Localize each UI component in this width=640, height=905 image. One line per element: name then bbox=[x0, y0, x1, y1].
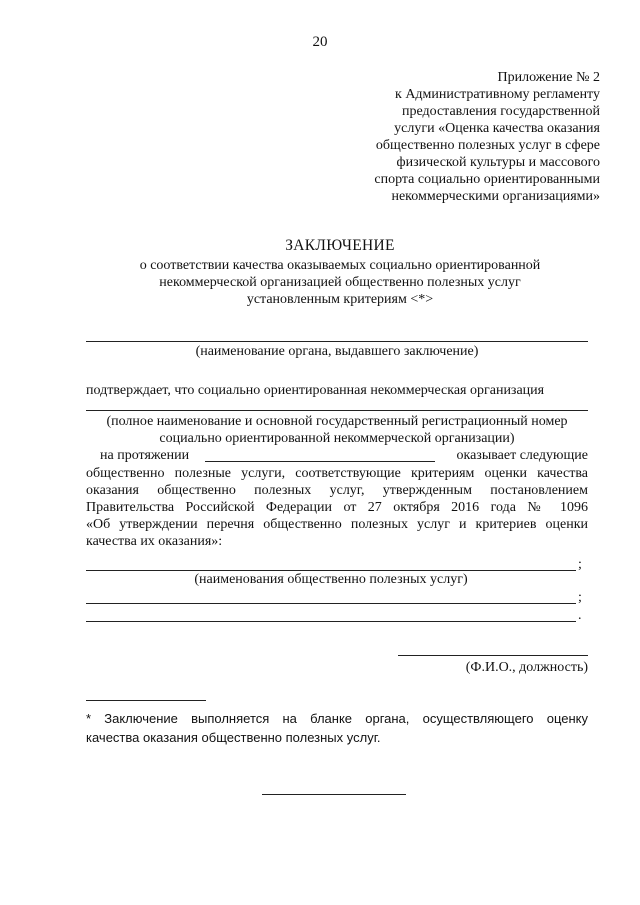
appendix-line: некоммерческими организациями» bbox=[391, 189, 600, 204]
period-line[interactable] bbox=[205, 461, 435, 462]
service-line-2[interactable] bbox=[86, 603, 576, 604]
appendix-line: Приложение № 2 bbox=[497, 70, 600, 85]
body-last-line: качества их оказания»: bbox=[86, 534, 223, 549]
nco-name-line[interactable] bbox=[86, 410, 588, 411]
conclusion-title: ЗАКЛЮЧЕНИЕ bbox=[285, 237, 395, 254]
body-line: общественно полезные услуги, соответствующие критериям оценки качества bbox=[86, 466, 588, 481]
body-line: Правительства Российской Федерации от 27 октября 2016 года № 1096 bbox=[86, 500, 588, 515]
organ-caption: (наименование органа, выдавшего заключение) bbox=[195, 344, 479, 359]
conclusion-subtitle-line: о соответствии качества оказываемых социально ориентированной bbox=[139, 258, 541, 273]
provides-text: оказывает следующие bbox=[456, 448, 588, 463]
service-line-3[interactable] bbox=[86, 621, 576, 622]
appendix-line: услуги «Оценка качества оказания bbox=[394, 121, 600, 136]
signature-line[interactable] bbox=[398, 655, 588, 656]
appendix-line: физической культуры и массового bbox=[396, 155, 600, 170]
during-label: на протяжении bbox=[100, 448, 190, 463]
page-number: 20 bbox=[312, 34, 328, 50]
signature-caption: (Ф.И.О., должность) bbox=[465, 660, 588, 675]
appendix-line: общественно полезных услуг в сфере bbox=[375, 138, 600, 153]
nco-caption-line: (полное наименование и основной государственный регистрационный номер bbox=[106, 414, 568, 429]
services-caption: (наименования общественно полезных услуг) bbox=[194, 572, 468, 587]
confirms-text: подтверждает, что социально ориентированная некоммерческая организация bbox=[86, 383, 545, 398]
bottom-rule bbox=[262, 794, 406, 795]
nco-caption-line: социально ориентированной некоммерческой организации) bbox=[159, 431, 515, 446]
body-line: оказания общественно полезных услуг, утвержденным постановлением bbox=[86, 483, 588, 498]
body-line: «Об утверждении перечня общественно полезных услуг и критериев оценки bbox=[86, 517, 588, 532]
semicolon-1: ; bbox=[578, 557, 582, 572]
organ-name-line[interactable] bbox=[86, 341, 588, 342]
appendix-line: предоставления государственной bbox=[401, 104, 600, 119]
period-mark: . bbox=[578, 608, 582, 623]
footnote-last-line: качества оказания общественно полезных услуг. bbox=[86, 730, 381, 745]
appendix-line: спорта социально ориентированными bbox=[374, 172, 600, 187]
semicolon-2: ; bbox=[578, 590, 582, 605]
appendix-line: к Административному регламенту bbox=[395, 87, 600, 102]
conclusion-subtitle-line: некоммерческой организацией общественно полезных услуг bbox=[159, 275, 521, 290]
footnote-separator bbox=[86, 700, 206, 701]
conclusion-subtitle-line: установленным критериям <*> bbox=[246, 292, 434, 307]
footnote-line: * Заключение выполняется на бланке органа, осуществляющего оценку bbox=[86, 711, 588, 726]
